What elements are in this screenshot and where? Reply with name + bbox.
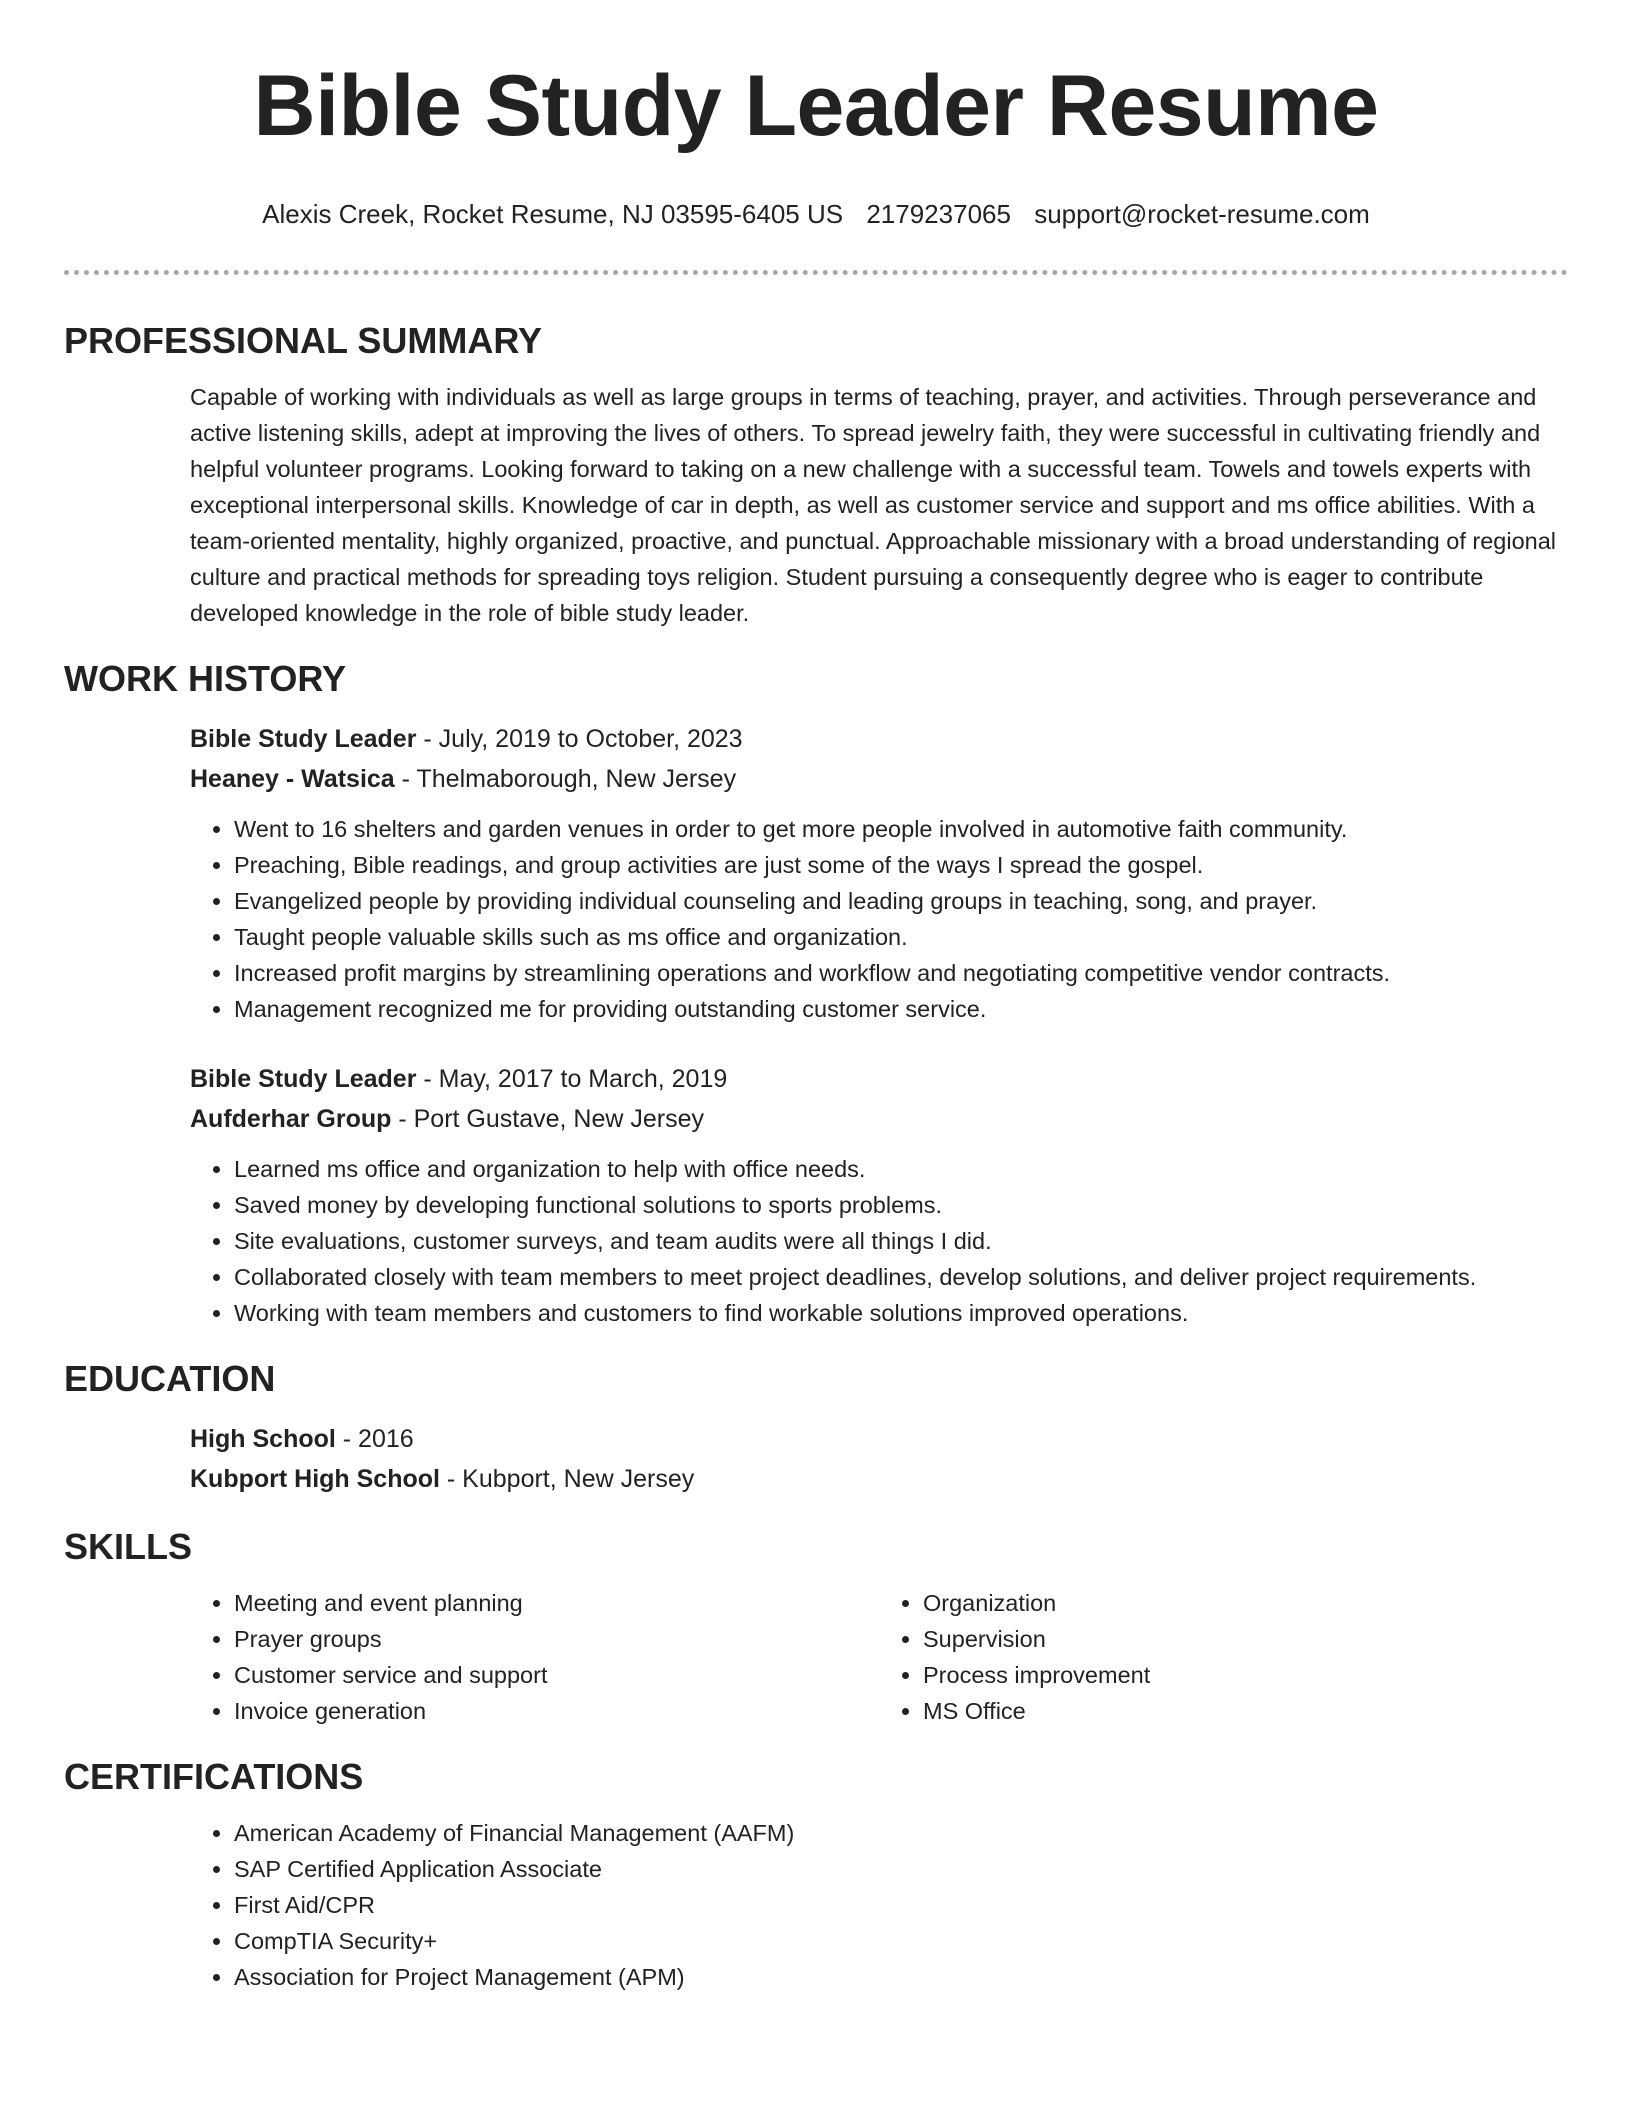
- list-item: • Prayer groups: [234, 1621, 879, 1657]
- skills-section: [190, 1585, 1568, 1729]
- list-item: • Went to 16 shelters and garden venues in order to get more people involved in automotive faith community.: [234, 811, 1568, 847]
- education-location: - Kubport, New Jersey: [439, 1465, 695, 1493]
- section-heading-education: EDUCATION: [64, 1358, 276, 1399]
- list-item: • MS Office: [923, 1693, 1568, 1729]
- job-company: Heaney - Watsica: [190, 765, 395, 793]
- list-item: • Process improvement: [923, 1657, 1568, 1693]
- education-school-line: [190, 1459, 1568, 1499]
- section-heading-summary: PROFESSIONAL SUMMARY: [64, 320, 543, 361]
- job-title: Bible Study Leader: [190, 1065, 417, 1093]
- education-year: - 2016: [335, 1425, 414, 1453]
- section-heading-work: WORK HISTORY: [64, 658, 347, 699]
- education-degree-line: [190, 1419, 1568, 1459]
- education-degree: High School: [190, 1425, 336, 1453]
- resume-title: Bible Study Leader Resume: [253, 58, 1379, 154]
- work-section: [190, 719, 1568, 1331]
- job-bullets: [190, 1151, 1568, 1331]
- contact-email: support@rocket-resume.com: [1034, 199, 1370, 229]
- list-item: • Management recognized me for providing outstanding customer service.: [234, 991, 1568, 1027]
- list-item: • Organization: [923, 1585, 1568, 1621]
- job-entry: [190, 1059, 1568, 1331]
- summary-text: Capable of working with individuals as well as large groups in terms of teaching, prayer, and activities. Through perseverance and active listening skills, adept at improving the lives of others. To spread jewelry faith, they were successful in cultivating friendly and helpful volunteer programs. Looking forward to taking on a new challenge with a successful team. Towels and towels experts with exceptional interpersonal skills. Knowledge of car in depth, as well as customer service and support and ms office abilities. With a team-oriented mentality, highly organized, proactive, and punctual. Approachable missionary with a broad understanding of regional culture and practical methods for spreading toys religion. Student pursuing a consequently degree who is eager to contribute developed knowledge in the role of bible study leader.: [190, 384, 1556, 626]
- list-item: • Learned ms office and organization to help with office needs.: [234, 1151, 1568, 1187]
- list-item: • Collaborated closely with team members to meet project deadlines, develop solutions, and deliver project requirements.: [234, 1259, 1568, 1295]
- section-heading-certifications: CERTIFICATIONS: [64, 1756, 364, 1797]
- list-item: • Supervision: [923, 1621, 1568, 1657]
- job-title: Bible Study Leader: [190, 725, 417, 753]
- skills-list-right: [879, 1585, 1568, 1729]
- education-school: Kubport High School: [190, 1465, 440, 1493]
- list-item: • SAP Certified Application Associate: [234, 1851, 1568, 1887]
- job-location: - Port Gustave, New Jersey: [391, 1105, 705, 1133]
- education-section: [190, 1419, 1568, 1499]
- contact-address: Alexis Creek, Rocket Resume, NJ 03595-6405 US: [262, 199, 844, 229]
- section-heading-skills: SKILLS: [64, 1526, 193, 1567]
- job-location: - Thelmaborough, New Jersey: [394, 765, 737, 793]
- list-item: • Site evaluations, customer surveys, and team audits were all things I did.: [234, 1223, 1568, 1259]
- list-item: • CompTIA Security+: [234, 1923, 1568, 1959]
- list-item: • Preaching, Bible readings, and group activities are just some of the ways I spread the gospel.: [234, 847, 1568, 883]
- certifications-section: [190, 1815, 1568, 1995]
- job-company: Aufderhar Group: [190, 1105, 392, 1133]
- list-item: • Saved money by developing functional solutions to sports problems.: [234, 1187, 1568, 1223]
- list-item: • Customer service and support: [234, 1657, 879, 1693]
- skills-list-left: [190, 1585, 879, 1729]
- contact-phone: 2179237065: [866, 199, 1011, 229]
- job-bullets: [190, 811, 1568, 1027]
- job-company-line: [190, 1099, 1568, 1139]
- list-item: • American Academy of Financial Management (AAFM): [234, 1815, 1568, 1851]
- job-title-line: [190, 1059, 1568, 1099]
- job-entry: [190, 719, 1568, 1027]
- job-company-line: [190, 759, 1568, 799]
- certifications-list: [190, 1815, 1568, 1995]
- list-item: • Working with team members and customers to find workable solutions improved operations.: [234, 1295, 1568, 1331]
- list-item: • Taught people valuable skills such as ms office and organization.: [234, 919, 1568, 955]
- job-dates: - July, 2019 to October, 2023: [416, 725, 743, 753]
- header-divider: [64, 270, 1568, 275]
- list-item: • Association for Project Management (APM): [234, 1959, 1568, 1995]
- list-item: • First Aid/CPR: [234, 1887, 1568, 1923]
- contact-line: [64, 196, 1568, 232]
- job-dates: - May, 2017 to March, 2019: [416, 1065, 728, 1093]
- list-item: • Invoice generation: [234, 1693, 879, 1729]
- list-item: • Meeting and event planning: [234, 1585, 879, 1621]
- list-item: • Evangelized people by providing individual counseling and leading groups in teaching, song, and prayer.: [234, 883, 1568, 919]
- list-item: • Increased profit margins by streamlining operations and workflow and negotiating competitive vendor contracts.: [234, 955, 1568, 991]
- job-title-line: [190, 719, 1568, 759]
- summary-section: [190, 379, 1568, 631]
